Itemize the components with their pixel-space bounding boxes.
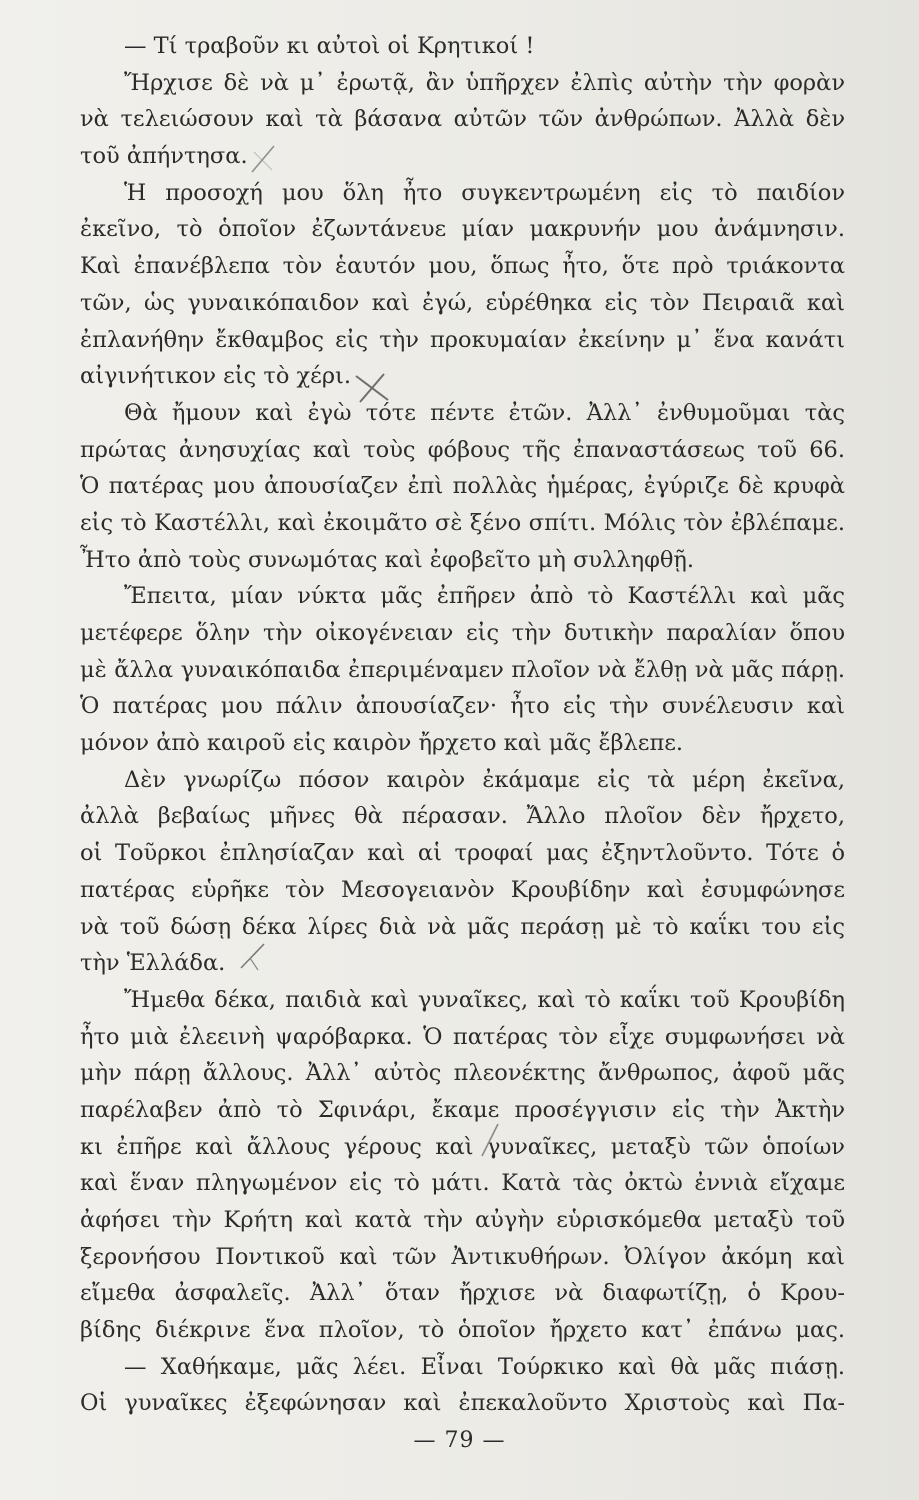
text-line: μετέφερε ὅλην τὴν οἰκογένειαν εἰς τὴν δυτικὴν παραλίαν ὅπου: [80, 620, 845, 646]
text-line: εἴμεθα ἀσφαλεῖς. Ἀλλ᾽ ὅταν ἤρχισε νὰ διαφωτίζῃ, ὁ Κρου-: [80, 1280, 845, 1307]
text-line: βίδης διέκρινε ἕνα πλοῖον, τὸ ὁποῖον ἤρχετο κατ᾽ ἐπάνω μας.: [80, 1317, 845, 1344]
text-line: Θὰ ἤμουν καὶ ἐγὼ τότε πέντε ἐτῶν. Ἀλλ᾽ ἐνθυμοῦμαι τὰς: [124, 399, 845, 426]
text-line: οἱ Τοῦρκοι ἐπλησίαζαν καὶ αἱ τροφαί μας ἐξηντλοῦντο. Τότε ὁ: [80, 840, 845, 867]
text-line: ἀφήσει τὴν Κρήτη καὶ κατὰ τὴν αὐγὴν εὑρισκόμεθα μεταξὺ τοῦ: [80, 1207, 845, 1233]
text-line: αἰγινήτικον εἰς τὸ χέρι.: [80, 363, 352, 390]
text-line: τῶν, ὡς γυναικόπαιδον καὶ ἐγώ, εὑρέθηκα εἰς τὸν Πειραιᾶ καὶ: [80, 289, 845, 316]
text-line: πρώτας ἀνησυχίας καὶ τοὺς φόβους τῆς ἐπαναστάσεως τοῦ 66.: [80, 436, 845, 463]
text-line: νὰ τελειώσουν καὶ τὰ βάσανα αὐτῶν τῶν ἀνθρώπων. Ἀλλὰ δὲν: [80, 106, 845, 133]
text-line: κι ἐπῆρε καὶ ἄλλους γέρους καὶ γυναῖκες, μεταξὺ τῶν ὁποίων: [80, 1133, 845, 1160]
text-line: Ὁ πατέρας μου ἀπουσίαζεν ἐπὶ πολλὰς ἡμέρας, ἐγύριζε δὲ κρυφὰ: [80, 473, 845, 500]
text-line: Ἦτο ἀπὸ τοὺς συνωμότας καὶ ἐφοβεῖτο μὴ συλληφθῇ.: [80, 546, 695, 573]
text-line: μὴν πάρῃ ἄλλους. Ἀλλ᾽ αὐτὸς πλεονέκτης ἄνθρωπος, ἀφοῦ μᾶς: [80, 1060, 845, 1087]
text-line: νὰ τοῦ δώσῃ δέκα λίρες διὰ νὰ μᾶς περάσῃ μὲ τὸ καΐκι του εἰς: [80, 913, 845, 940]
text-line: ἐκεῖνο, τὸ ὁποῖον ἐζωντάνευε μίαν μακρυνήν μου ἀνάμνησιν.: [80, 216, 845, 243]
text-line: ἀλλὰ βεβαίως μῆνες θὰ πέρασαν. Ἄλλο πλοῖον δὲν ἤρχετο,: [80, 803, 845, 830]
text-line: ἦτο μιὰ ἐλεεινὴ ψαρόβαρκα. Ὁ πατέρας τὸν εἶχε συμφωνήσει νὰ: [80, 1023, 845, 1050]
text-line: — Τί τραβοῦν κι αὐτοὶ οἱ Κρητικοί !: [124, 33, 535, 59]
text-line: Ἤμεθα δέκα, παιδιὰ καὶ γυναῖκες, καὶ τὸ καΐκι τοῦ Κρουβίδη: [124, 986, 845, 1013]
page-number: — 79 —: [413, 1428, 506, 1453]
text-line: καὶ ἕναν πληγωμένον εἰς τὸ μάτι. Κατὰ τὰς ὀκτὼ ἐννιὰ εἴχαμε: [80, 1170, 845, 1197]
text-line: παρέλαβεν ἀπὸ τὸ Σφινάρι, ἔκαμε προσέγγισιν εἰς τὴν Ἀκτὴν: [80, 1096, 845, 1123]
text-line: τὴν Ἑλλάδα.: [80, 950, 226, 977]
text-line: τοῦ ἀπήντησα.: [80, 143, 248, 170]
text-line: μόνον ἀπὸ καιροῦ εἰς καιρὸν ἤρχετο καὶ μᾶς ἔβλεπε.: [80, 730, 684, 757]
text-line: Ἡ προσοχή μου ὅλη ἦτο συγκεντρωμένη εἰς τὸ παιδίον: [124, 179, 845, 206]
text-line: μὲ ἄλλα γυναικόπαιδα ἐπεριμέναμεν πλοῖον νὰ ἔλθῃ νὰ μᾶς πάρῃ.: [80, 656, 845, 683]
text-line: Ὁ πατέρας μου πάλιν ἀπουσίαζεν· ἦτο εἰς τὴν συνέλευσιν καὶ: [80, 693, 845, 720]
text-line: Ἔπειτα, μίαν νύκτα μᾶς ἐπῆρεν ἀπὸ τὸ Καστέλλι καὶ μᾶς: [124, 583, 845, 610]
text-line: πατέρας εὑρῆκε τὸν Μεσογειανὸν Κρουβίδην καὶ ἐσυμφώνησε: [80, 876, 845, 903]
text-line: ἐπλανήθην ἔκθαμβος εἰς τὴν προκυμαίαν ἐκείνην μ᾽ ἕνα κανάτι: [80, 326, 845, 353]
text-line: — Χαθήκαμε, μᾶς λέει. Εἶναι Τούρκικο καὶ θὰ μᾶς πιάσῃ.: [124, 1353, 845, 1380]
text-line: Δὲν γνωρίζω πόσον καιρὸν ἐκάμαμε εἰς τὰ μέρη ἐκεῖνα,: [124, 766, 845, 793]
text-line: Οἱ γυναῖκες ἐξεφώνησαν καὶ ἐπεκαλοῦντο Χριστοὺς καὶ Πα-: [80, 1390, 845, 1417]
text-line: ξερονήσου Ποντικοῦ καὶ τῶν Ἀντικυθήρων. Ὀλίγον ἀκόμη καὶ: [80, 1243, 845, 1270]
text-line: εἰς τὸ Καστέλλι, καὶ ἐκοιμᾶτο σὲ ξένο σπίτι. Μόλις τὸν ἐβλέπαμε.: [80, 509, 845, 536]
text-line: Ἤρχισε δὲ νὰ μ᾽ ἐρωτᾷ, ἂν ὑπῆρχεν ἐλπὶς αὐτὴν τὴν φορὰν: [124, 69, 845, 96]
text-line: Καὶ ἐπανέβλεπα τὸν ἑαυτόν μου, ὅπως ἦτο, ὅτε πρὸ τριάκοντα: [80, 253, 845, 280]
body-text: [80, 28, 845, 1422]
